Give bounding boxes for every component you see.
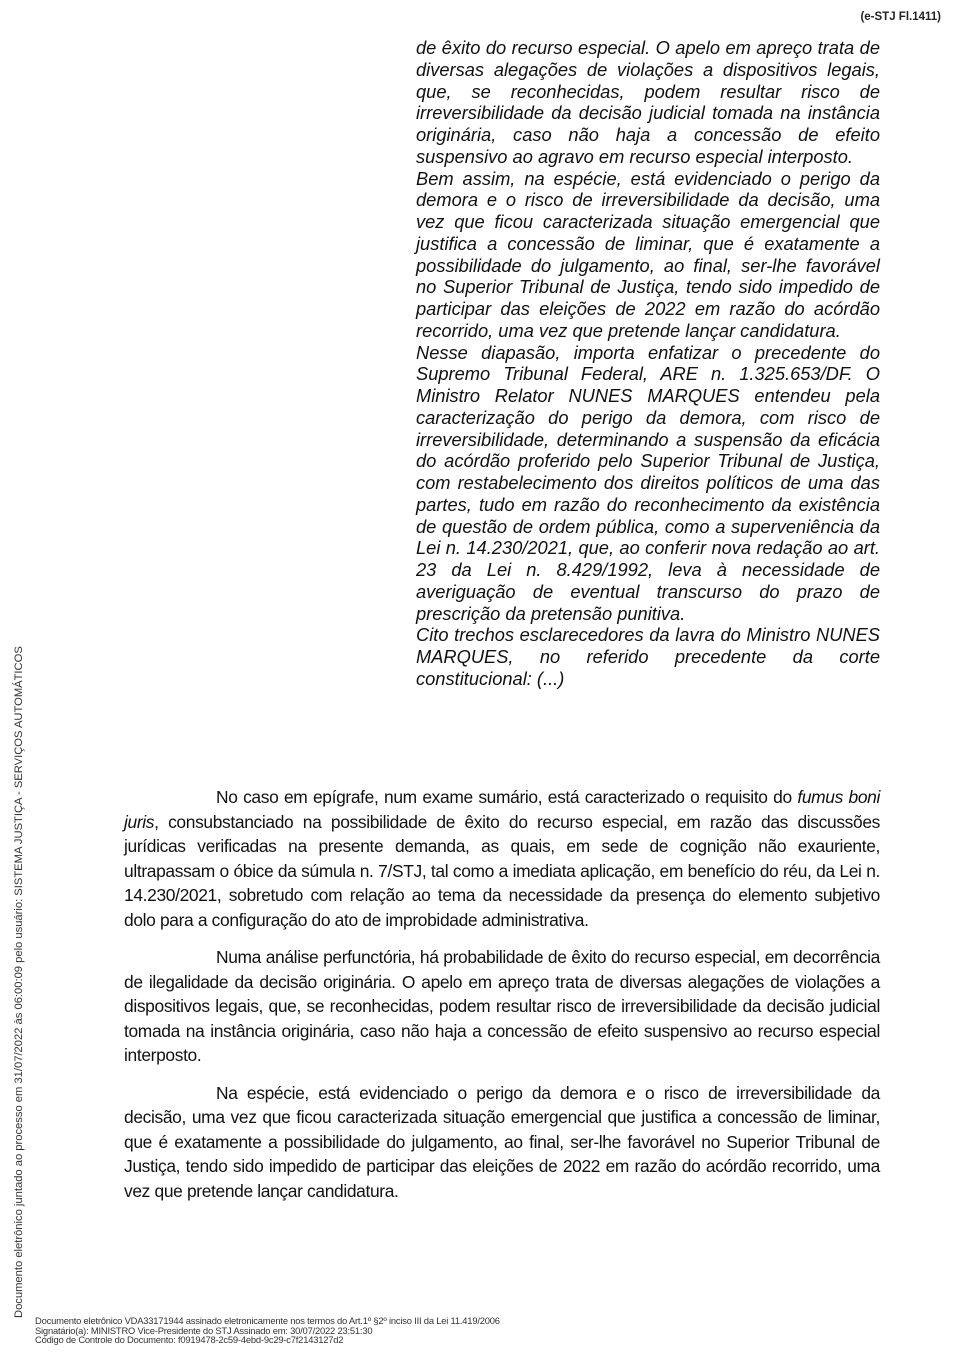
quote-paragraph: Cito trechos esclarecedores da lavra do Ministro NUNES MARQUES, no referido precedente da corte constitucional: (...) (416, 624, 880, 689)
quoted-block (416, 37, 880, 690)
body-text (124, 785, 880, 1216)
body-paragraph-1 (124, 785, 880, 932)
quote-paragraph: Nesse diapasão, importa enfatizar o precedente do Supremo Tribunal Federal, ARE n. 1.325.653/DF. O Ministro Relator NUNES MARQUES entendeu pela caracterização do perigo da demora, com risco de irreversibilidade, determinando a suspensão da eficácia do acórdão proferido pelo Superior Tribunal de Justiça, com restabelecimento dos direitos políticos de uma das partes, tudo em razão do reconhecimento da existência de questão de ordem pública, como a superveniência da Lei n. 14.230/2021, que, ao conferir nova redação ao art. 23 da Lei n. 8.429/1992, leva à necessidade de averiguação de eventual transcurso do prazo de prescrição da pretensão punitiva. (416, 341, 880, 624)
body-paragraph-2: Numa análise perfunctória, há probabilidade de êxito do recurso especial, em decorrência de ilegalidade da decisão originária. O apelo em apreço trata de diversas alegações de violações a dispositivos legais, que, se reconhecidas, podem resultar risco de irreversibilidade da decisão judicial tomada na instância originária, caso não haja a concessão de efeito suspensivo ao recurso especial interposto. (124, 947, 880, 1065)
body-paragraph-1-intro: No caso em epígrafe, num exame sumário, está caracterizado o requisito do (216, 787, 798, 807)
signature-footer (35, 1316, 500, 1345)
body-paragraph-1-rest: , consubstanciado na possibilidade de êxito do recurso especial, em razão das discussões jurídicas verificadas na presente demanda, as quais, em sede de cognição não exauriente, ultrapassam o óbice da súmula n. 7/STJ, tal como a imediata aplicação, em benefício do réu, da Lei n. 14.230/2021, sobretudo com relação ao tema da necessidade da presença do elemento subjetivo dolo para a configuração do ato de improbidade administrativa. (124, 811, 880, 930)
footer-line-document: Documento eletrônico VDA33171944 assinado eletronicamente nos termos do Art.1º §2º inciso III da Lei 11.419/2006 (35, 1315, 500, 1326)
footer-line-signer: Signatário(a): MINISTRO Vice-Presidente do STJ Assinado em: 30/07/2022 23:51:30 (35, 1324, 373, 1336)
quote-paragraph: de êxito do recurso especial. O apelo em apreço trata de diversas alegações de violações a dispositivos legais, que, se reconhecidas, podem resultar risco de irreversibilidade da decisão judicial tomada na instância originária, caso não haja a concessão de efeito suspensivo ao agravo em recurso especial interposto. (416, 37, 880, 167)
latin-term: fumus boni juris (124, 787, 880, 832)
body-paragraph-3: Na espécie, está evidenciado o perigo da demora e o risco de irreversibilidade da decisão, uma vez que ficou caracterizada situação emergencial que justifica a concessão de liminar, que é exatamente a possibilidade do julgamento, ao final, ser-lhe favorável no Superior Tribunal de Justiça, tendo sido impedido de participar das eleições de 2022 em razão do acórdão recorrido, uma vez que pretende lançar candidatura. (124, 1082, 880, 1201)
footer-line-control-code: Código de Controle do Documento: f0919478-2c59-4ebd-9c29-c7f2143127d2 (35, 1334, 344, 1346)
quote-paragraph: Bem assim, na espécie, está evidenciado o perigo da demora e o risco de irreversibilidade da decisão, uma vez que ficou caracterizada situação emergencial que justifica a concessão de liminar, que é exatamente a possibilidade do julgamento, ao final, ser-lhe favorável no Superior Tribunal de Justiça, tendo sido impedido de participar das eleições de 2022 em razão do acórdão recorrido, uma vez que pretende lançar candidatura. (416, 167, 880, 341)
side-stamp: Documento eletrônico juntado ao processo em 31/07/2022 às 06:00:09 pelo usuário: SISTEMA JUSTIÇA - SERVIÇOS AUTOMÁTICOS (13, 646, 25, 1318)
page-reference: (e-STJ Fl.1411) (860, 11, 941, 23)
